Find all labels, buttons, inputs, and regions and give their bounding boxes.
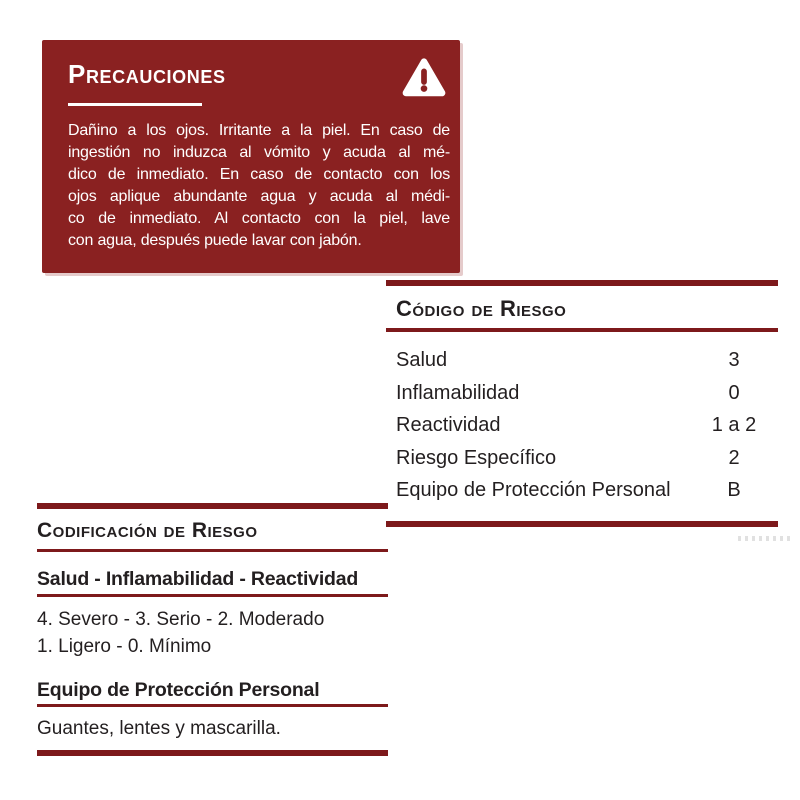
divider-under-ppe-heading	[37, 704, 388, 707]
title-underline	[68, 103, 202, 106]
risk-code-title: Código de Riesgo	[396, 296, 567, 321]
precautions-title: Precauciones	[68, 59, 226, 89]
row-label: Inflamabilidad	[396, 381, 520, 404]
row-value: 2	[728, 446, 740, 469]
table-row	[386, 442, 778, 475]
row-value: 3	[728, 349, 740, 372]
divider-top	[386, 280, 778, 286]
precautions-text: Dañino a los ojos. Irritante a la piel. En caso de ingestión no induzca al vómito y acuda al mé- dico de inmediato. En caso de contacto con los ojos aplique abundante agua y acuda al médi- co de inmediato. Al contacto con la piel, lave con agua, después puede lavar con jabón.	[68, 121, 450, 249]
table-row	[386, 475, 778, 508]
row-label: Reactividad	[396, 414, 501, 437]
precautions-panel	[42, 40, 460, 273]
divider-under-title	[386, 328, 778, 332]
scale-heading: Salud - Inflamabilidad - Reactividad	[37, 568, 359, 590]
risk-code-panel	[386, 280, 778, 527]
divider-bottom	[386, 521, 778, 527]
risk-code-table	[386, 345, 778, 508]
risk-coding-panel	[37, 503, 388, 756]
table-row	[386, 345, 778, 378]
table-row	[386, 377, 778, 410]
scale-line-2: 1. Ligero - 0. Mínimo	[37, 636, 212, 657]
divider-under-title	[37, 549, 388, 552]
row-label: Equipo de Protección Personal	[396, 479, 671, 502]
risk-coding-title: Codificación de Riesgo	[37, 519, 258, 542]
row-value: B	[727, 479, 741, 502]
ppe-heading: Equipo de Protección Personal	[37, 679, 320, 701]
row-value: 1 a 2	[711, 414, 757, 437]
divider-top	[37, 503, 388, 509]
precautions-header	[68, 57, 450, 99]
table-row	[386, 410, 778, 443]
divider-bottom	[37, 750, 388, 756]
ppe-text: Guantes, lentes y mascarilla.	[37, 718, 281, 739]
row-label: Riesgo Específico	[396, 446, 557, 469]
row-label: Salud	[396, 349, 448, 372]
scale-line-1: 4. Severo - 3. Serio - 2. Moderado	[37, 609, 325, 630]
warning-triangle-icon	[402, 57, 446, 99]
faint-print-artifact	[738, 536, 792, 541]
divider-under-scale-heading	[37, 594, 388, 597]
row-value: 0	[728, 381, 740, 404]
